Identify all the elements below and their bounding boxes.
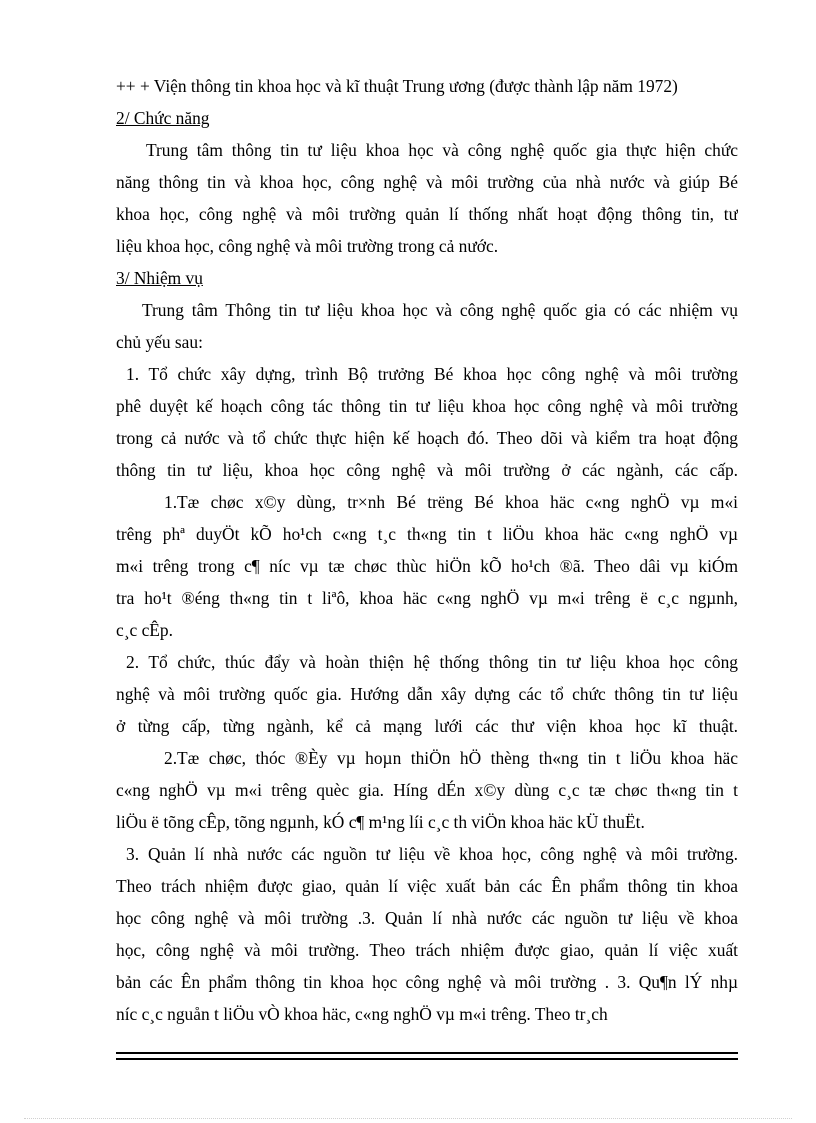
intro-line: ++ + Viện thông tin khoa học và kĩ thuật Trung ương (được thành lập năm 1972) (116, 76, 678, 96)
page-edge-dotted-line (24, 1118, 792, 1119)
garbled-line: 2.Tæ chøc, thóc ®Èy vµ hoµn thiÖn hÖ thèng th«ng tin t liÖu khoa häc (164, 748, 738, 768)
paragraph-line: khoa học, công nghệ và môi trường quản lí thống nhất hoạt động thông tin, tư (116, 204, 738, 224)
footer-rule-top (116, 1052, 738, 1056)
paragraph-line: bản các Ên phẩm thông tin khoa học công nghệ và môi trường . 3. Qu¶n lÝ nhµ (116, 972, 738, 992)
paragraph-line: nghệ và môi trường quốc gia. Hướng dẫn xây dựng các tổ chức thông tin tư liệu (116, 684, 738, 704)
list-item-line: 2. Tổ chức, thúc đẩy và hoàn thiện hệ thống thông tin tư liệu khoa học công (126, 652, 738, 672)
paragraph-line: Theo trách nhiệm được giao, quản lí việc xuất bản các Ên phẩm thông tin khoa (116, 876, 738, 896)
footer-double-rule (116, 1052, 738, 1062)
paragraph-line: chủ yếu sau: (116, 332, 203, 352)
list-item-line: 1. Tổ chức xây dựng, trình Bộ trưởng Bé khoa học công nghệ và môi trường (126, 364, 738, 384)
section-heading-nhiem-vu (116, 262, 738, 294)
garbled-line: m«i trêng trong c¶ níc vµ tæ chøc thùc hiÖn kÕ ho¹ch ®ã. Theo dâi vµ kiÓm (116, 556, 738, 576)
paragraph-line: năng thông tin và khoa học, công nghệ và môi trường của nhà nước và giúp Bé (116, 172, 738, 192)
section-heading-chuc-nang (116, 102, 738, 134)
footer-rule-bottom (116, 1058, 738, 1062)
paragraph-line: trong cả nước và tổ chức thực hiện kế hoạch đó. Theo dõi và kiểm tra hoạt động (116, 428, 738, 448)
paragraph-line: thông tin tư liệu, khoa học công nghệ và môi trường ở các ngành, các cấp. (116, 460, 738, 480)
section-heading-text: 3/ Nhiệm vụ (116, 268, 203, 288)
paragraph-line: ở từng cấp, từng ngành, kể cả mạng lưới các thư viện khoa học kĩ thuật. (116, 716, 738, 736)
garbled-line: c«ng nghÖ vµ m«i trêng quèc gia. Híng dÉn x©y dùng c¸c tæ chøc th«ng tin t (116, 780, 738, 800)
garbled-line: 1.Tæ chøc x©y dùng, tr×nh Bé trëng Bé khoa häc c«ng nghÖ vµ m«i (164, 492, 738, 512)
garbled-line: níc c¸c nguån t liÖu vÒ khoa häc, c«ng nghÖ vµ m«i trêng. Theo tr¸ch (116, 1004, 608, 1024)
paragraph-line: Trung tâm thông tin tư liệu khoa học và công nghệ quốc gia thực hiện chức (146, 140, 738, 160)
garbled-line: liÖu ë tõng cÊp, tõng ngµnh, kÓ c¶ m¹ng líi c¸c th viÖn khoa häc kÜ thuËt. (116, 812, 645, 832)
paragraph-line: Trung tâm Thông tin tư liệu khoa học và công nghệ quốc gia có các nhiệm vụ (142, 300, 738, 320)
paragraph-line: học công nghệ và môi trường .3. Quản lí nhà nước các nguồn tư liệu về khoa (116, 908, 738, 928)
garbled-line: tra ho¹t ®éng th«ng tin t liªô, khoa häc c«ng nghÖ vµ m«i trêng ë c¸c ngµnh, (116, 588, 738, 608)
document-body (116, 70, 738, 1030)
garbled-line: trêng phª duyÖt kÕ ho¹ch c«ng t¸c th«ng tin t liÖu khoa häc c«ng nghÖ vµ (116, 524, 738, 544)
paragraph-line: học, công nghệ và môi trường. Theo trách nhiệm được giao, quản lí việc xuất (116, 940, 738, 960)
paragraph-line: liệu khoa học, công nghệ và môi trường trong cả nước. (116, 236, 499, 256)
paragraph-line: phê duyệt kế hoạch công tác thông tin tư liệu khoa học công nghệ và môi trường (116, 396, 738, 416)
garbled-line: c¸c cÊp. (116, 620, 173, 640)
list-item-line: 3. Quản lí nhà nước các nguồn tư liệu về khoa học, công nghệ và môi trường. (126, 844, 738, 864)
section-heading-text: 2/ Chức năng (116, 108, 210, 128)
